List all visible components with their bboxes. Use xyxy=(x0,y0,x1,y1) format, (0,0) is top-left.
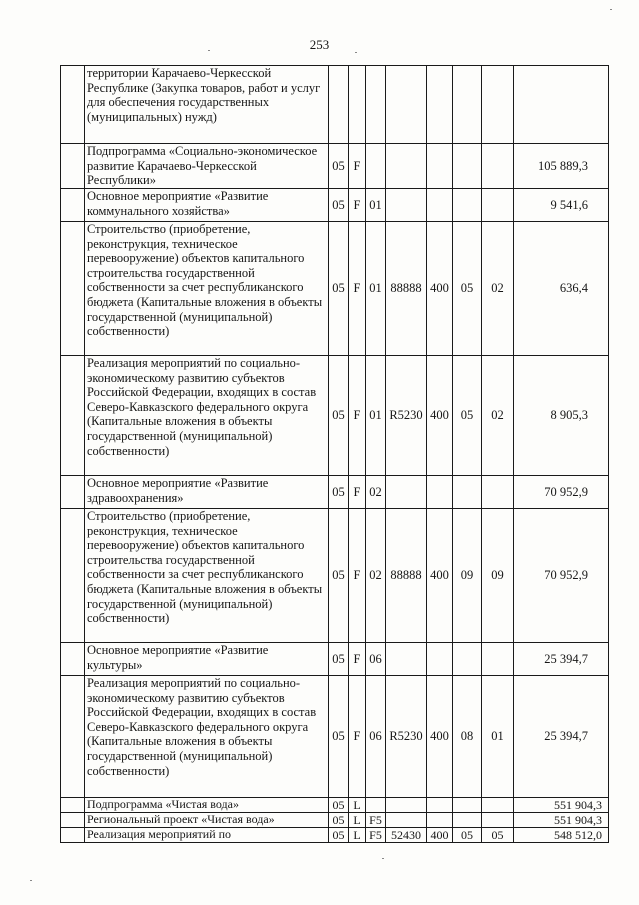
subsection-code-cell xyxy=(482,643,514,676)
expense-code-cell xyxy=(386,643,427,676)
program-code-cell: F xyxy=(349,144,366,189)
row-number-cell xyxy=(61,222,85,356)
expense-code-cell: 88888 xyxy=(386,509,427,643)
expense-code-cell: R5230 xyxy=(386,356,427,476)
table-row xyxy=(61,828,609,843)
item-name-cell: Подпрограмма «Социально-экономическое развитие Карачаево-Черкесской Республики» xyxy=(85,144,329,189)
item-name-cell: Основное мероприятие «Развитие здравоохранения» xyxy=(85,476,329,509)
subprogram-code-cell: 01 xyxy=(366,189,386,222)
subprogram-code-cell: F5 xyxy=(366,828,386,843)
subsection-code-cell xyxy=(482,144,514,189)
program-code-cell: L xyxy=(349,813,366,828)
chapter-code-cell: 05 xyxy=(453,828,482,843)
chapter-code-cell xyxy=(453,144,482,189)
subprogram-code-cell: F5 xyxy=(366,813,386,828)
row-number-cell xyxy=(61,66,85,144)
table-row xyxy=(61,222,609,356)
chapter-code-cell xyxy=(453,189,482,222)
chapter-code-cell xyxy=(453,813,482,828)
subsection-code-cell xyxy=(482,798,514,813)
program-code-cell: L xyxy=(349,828,366,843)
expense-type-code-cell: 400 xyxy=(427,828,453,843)
item-name-cell: Подпрограмма «Чистая вода» xyxy=(85,798,329,813)
section-code-cell: 05 xyxy=(329,798,349,813)
page-number: 253 xyxy=(309,37,330,52)
section-code-cell: 05 xyxy=(329,356,349,476)
subprogram-code-cell: 02 xyxy=(366,509,386,643)
section-code-cell: 05 xyxy=(329,828,349,843)
table-row xyxy=(61,676,609,798)
item-name-cell: территории Карачаево-Черкесской Республике (Закупка товаров, работ и услуг для обеспечения государственных (муниципальных) нужд) xyxy=(85,66,329,144)
chapter-code-cell xyxy=(453,798,482,813)
program-code-cell: F xyxy=(349,189,366,222)
subprogram-code-cell: 01 xyxy=(366,356,386,476)
subsection-code-cell xyxy=(482,813,514,828)
section-code-cell: 05 xyxy=(329,189,349,222)
section-code-cell: 05 xyxy=(329,476,349,509)
subsection-code-cell xyxy=(482,66,514,144)
expense-code-cell xyxy=(386,66,427,144)
chapter-code-cell xyxy=(453,643,482,676)
expense-code-cell: 52430 xyxy=(386,828,427,843)
amount-cell: 8 905,3 xyxy=(514,356,609,476)
expense-code-cell xyxy=(386,476,427,509)
expense-type-code-cell xyxy=(427,144,453,189)
row-number-cell xyxy=(61,643,85,676)
subsection-code-cell: 02 xyxy=(482,356,514,476)
expense-type-code-cell: 400 xyxy=(427,356,453,476)
program-code-cell: F xyxy=(349,643,366,676)
row-number-cell xyxy=(61,476,85,509)
expense-type-code-cell xyxy=(427,643,453,676)
subprogram-code-cell xyxy=(366,144,386,189)
amount-cell: 636,4 xyxy=(514,222,609,356)
section-code-cell: 05 xyxy=(329,144,349,189)
program-code-cell: F xyxy=(349,222,366,356)
table-row xyxy=(61,509,609,643)
row-number-cell xyxy=(61,509,85,643)
row-number-cell xyxy=(61,144,85,189)
expense-type-code-cell xyxy=(427,66,453,144)
amount-cell: 551 904,3 xyxy=(514,798,609,813)
subprogram-code-cell: 06 xyxy=(366,676,386,798)
subsection-code-cell xyxy=(482,189,514,222)
subprogram-code-cell: 02 xyxy=(366,476,386,509)
section-code-cell: 05 xyxy=(329,676,349,798)
item-name-cell: Реализация мероприятий по социально-экономическому развитию субъектов Российской Федерации, входящих в состав Северо-Кавказского федерального округа (Капитальные вложения в объекты государственной (муниципальной) собственности) xyxy=(85,676,329,798)
table-row xyxy=(61,798,609,813)
amount-cell xyxy=(514,66,609,144)
expense-type-code-cell: 400 xyxy=(427,222,453,356)
chapter-code-cell xyxy=(453,66,482,144)
amount-cell: 548 512,0 xyxy=(514,828,609,843)
section-code-cell: 05 xyxy=(329,813,349,828)
row-number-cell xyxy=(61,828,85,843)
section-code-cell xyxy=(329,66,349,144)
subsection-code-cell xyxy=(482,476,514,509)
subsection-code-cell: 02 xyxy=(482,222,514,356)
subprogram-code-cell xyxy=(366,66,386,144)
table-row xyxy=(61,643,609,676)
expense-type-code-cell xyxy=(427,476,453,509)
table-row xyxy=(61,356,609,476)
item-name-cell: Основное мероприятие «Развитие культуры» xyxy=(85,643,329,676)
expense-code-cell xyxy=(386,144,427,189)
expense-type-code-cell xyxy=(427,798,453,813)
budget-table xyxy=(60,65,609,843)
chapter-code-cell: 08 xyxy=(453,676,482,798)
subsection-code-cell: 09 xyxy=(482,509,514,643)
item-name-cell: Строительство (приобретение, реконструкция, техническое перевооружение) объектов капитального строительства государственной собственности за счет республиканского бюджета (Капитальные вложения в объекты государственной (муниципальной) собственности) xyxy=(85,509,329,643)
table-row xyxy=(61,189,609,222)
table-row xyxy=(61,813,609,828)
section-code-cell: 05 xyxy=(329,222,349,356)
program-code-cell: F xyxy=(349,356,366,476)
subprogram-code-cell: 06 xyxy=(366,643,386,676)
chapter-code-cell: 05 xyxy=(453,222,482,356)
subprogram-code-cell: 01 xyxy=(366,222,386,356)
expense-type-code-cell: 400 xyxy=(427,509,453,643)
row-number-cell xyxy=(61,676,85,798)
table-row xyxy=(61,144,609,189)
program-code-cell: F xyxy=(349,476,366,509)
item-name-cell: Строительство (приобретение, реконструкция, техническое перевооружение) объектов капитального строительства государственной собственности за счет республиканского бюджета (Капитальные вложения в объекты государственной (муниципальной) собственности) xyxy=(85,222,329,356)
expense-code-cell xyxy=(386,813,427,828)
chapter-code-cell: 05 xyxy=(453,356,482,476)
item-name-cell: Основное мероприятие «Развитие коммунального хозяйства» xyxy=(85,189,329,222)
section-code-cell: 05 xyxy=(329,643,349,676)
program-code-cell xyxy=(349,66,366,144)
amount-cell: 105 889,3 xyxy=(514,144,609,189)
table-row xyxy=(61,476,609,509)
row-number-cell xyxy=(61,798,85,813)
chapter-code-cell: 09 xyxy=(453,509,482,643)
program-code-cell: L xyxy=(349,798,366,813)
subsection-code-cell: 05 xyxy=(482,828,514,843)
amount-cell: 70 952,9 xyxy=(514,509,609,643)
amount-cell: 25 394,7 xyxy=(514,676,609,798)
amount-cell: 9 541,6 xyxy=(514,189,609,222)
row-number-cell xyxy=(61,189,85,222)
amount-cell: 551 904,3 xyxy=(514,813,609,828)
chapter-code-cell xyxy=(453,476,482,509)
amount-cell: 70 952,9 xyxy=(514,476,609,509)
program-code-cell: F xyxy=(349,509,366,643)
row-number-cell xyxy=(61,356,85,476)
table-row xyxy=(61,66,609,144)
item-name-cell: Региональный проект «Чистая вода» xyxy=(85,813,329,828)
amount-cell: 25 394,7 xyxy=(514,643,609,676)
expense-code-cell xyxy=(386,189,427,222)
expense-code-cell: 88888 xyxy=(386,222,427,356)
program-code-cell: F xyxy=(349,676,366,798)
subsection-code-cell: 01 xyxy=(482,676,514,798)
expense-type-code-cell xyxy=(427,813,453,828)
subprogram-code-cell xyxy=(366,798,386,813)
row-number-cell xyxy=(61,813,85,828)
expense-type-code-cell: 400 xyxy=(427,676,453,798)
expense-code-cell: R5230 xyxy=(386,676,427,798)
expense-type-code-cell xyxy=(427,189,453,222)
item-name-cell: Реализация мероприятий по социально-экономическому развитию субъектов Российской Федерации, входящих в состав Северо-Кавказского федерального округа (Капитальные вложения в объекты государственной (муниципальной) собственности) xyxy=(85,356,329,476)
expense-code-cell xyxy=(386,798,427,813)
item-name-cell: Реализация мероприятий по xyxy=(85,828,329,843)
section-code-cell: 05 xyxy=(329,509,349,643)
